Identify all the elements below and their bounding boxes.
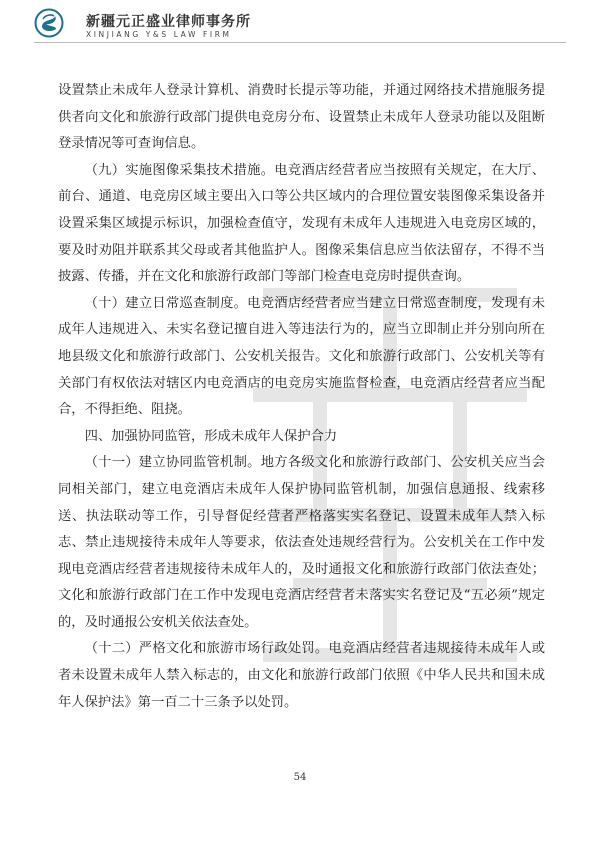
- firm-name-cn: 新疆元正盛业律师事务所: [86, 14, 251, 30]
- body-paragraph-item-10: （十）建立日常巡查制度。电竞酒店经营者应当建立日常巡查制度，发现有未成年人违规进入、未实名登记擅自进入等违法行为的，应当立即制止并分别向所在地县级文化和旅游行政部门、公安机关报告。文化和旅游行政部门、公安机关等有关部门有权依法对辖区内电竞酒店的电竞房实施监督检查，电竞酒店经营者应当配合，不得拒绝、阻挠。: [58, 295, 545, 418]
- document-body: [58, 78, 545, 716]
- page-number: 54: [293, 772, 307, 783]
- header-divider: [34, 42, 566, 43]
- body-paragraph-item-9: （九）实施图像采集技术措施。电竞酒店经营者应当按照有关规定，在大厅、前台、通道、电竞房区域主要出入口等公共区域内的合理位置安装图像采集设备并设置采集区域提示标识，加强检查值守，发现有未成年人违规进入电竞房区域的，要及时劝阻并联系其父母或者其他监护人。图像采集信息应当依法留存，不得不当披露、传播，并在文化和旅游行政部门等部门检查电竞房时提供查询。: [58, 162, 545, 285]
- section-heading-4: 四、加强协同监管，形成未成年人保护合力: [84, 428, 338, 444]
- body-paragraph-item-11: （十一）建立协同监管机制。地方各级文化和旅游行政部门、公安机关应当会同相关部门，建立电竞酒店未成年人保护协同监管机制，加强信息通报、线索移送、执法联动等工作，引导督促经营者严格落实实名登记、设置未成年人禁入标志、禁止违规接待未成年人等要求，依法查处违规经营行为。公安机关在工作中发现电竞酒店经营者违规接待未成年人的，及时通报文化和旅游行政部门依法查处；文化和旅游行政部门在工作中发现电竞酒店经营者未落实实名登记及“五必须”规定的，及时通报公安机关依法查处。: [58, 455, 545, 630]
- page-header: [34, 6, 574, 42]
- body-paragraph-item-12: （十二）严格文化和旅游市场行政处罚。电竞酒店经营者违规接待未成年人或者未设置未成年人禁入标志的，由文化和旅游行政部门依照《中华人民共和国未成年人保护法》第一百二十三条予以处罚。: [58, 641, 545, 710]
- body-paragraph-continued: 设置禁止未成年人登录计算机、消费时长提示等功能，并通过网络技术措施服务提供者向文化和旅游行政部门提供电竞房分布、设置禁止未成年人登录功能以及阻断登录情况等可查询信息。: [58, 83, 545, 152]
- firm-name-en: XINJIANG Y&S LAW FIRM: [86, 30, 232, 39]
- swirl-logo-icon: [34, 8, 64, 38]
